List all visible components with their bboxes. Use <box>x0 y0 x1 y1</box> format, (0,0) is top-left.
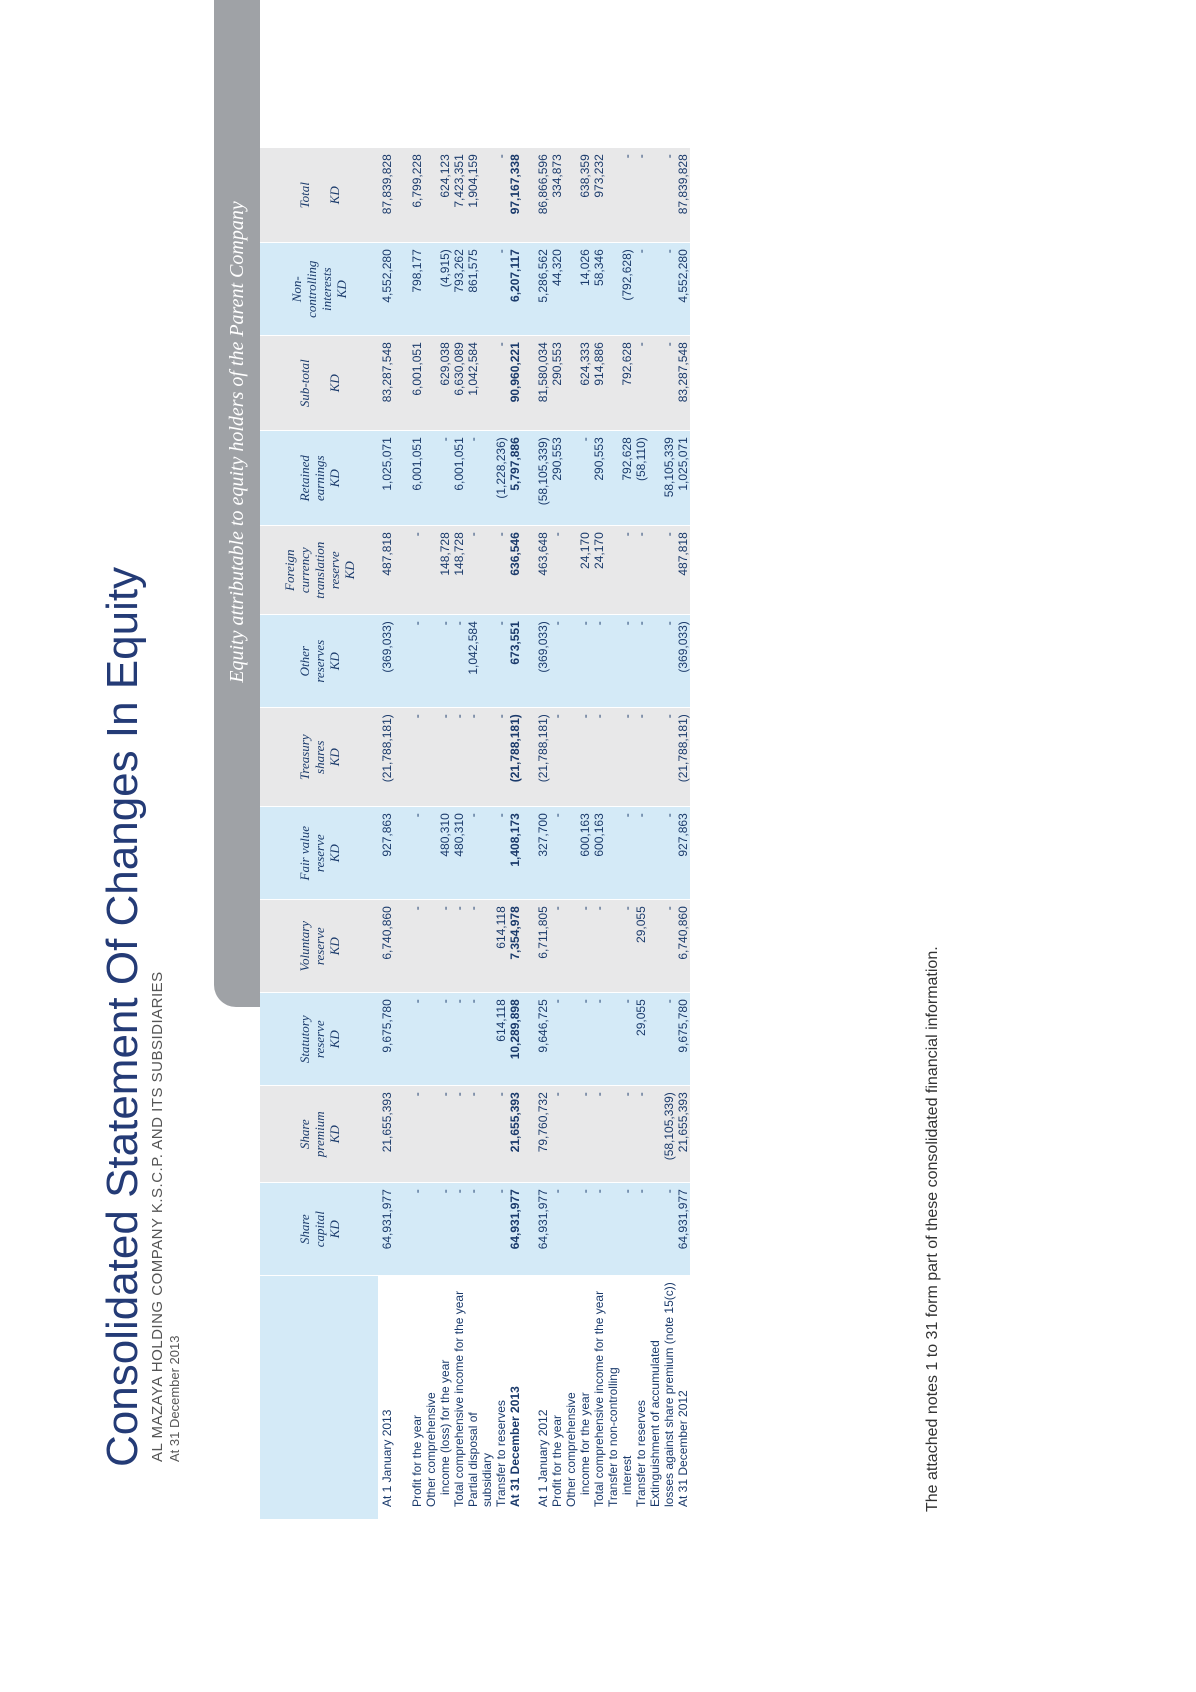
table-row: Other comprehensive <box>564 148 578 1519</box>
col-header-voluntary-reserve: Voluntary reserve KD <box>260 900 378 993</box>
col-header-other-reserves: Other reserves KD <box>260 615 378 708</box>
table-row: Profit for the year - - - - - - - - 290,553 290,553 44,320 334,873 <box>550 148 564 1519</box>
table-row: Transfer to reserves - - 29,055 29,055 - - - - (58,110) - - - <box>634 148 648 1519</box>
footnote: The attached notes 1 to 31 form part of these consolidated financial information. <box>924 946 941 1512</box>
page-title: Consolidated Statement Of Changes In Equity <box>98 566 147 1467</box>
table-row: subsidiary <box>480 148 494 1519</box>
table-row: At 1 January 2013 64,931,977 21,655,393 9,675,780 6,740,860 927,863 (21,788,181) (369,033) 487,818 1,025,071 83,287,548 4,552,280 87,839,828 <box>378 148 396 1519</box>
table-row: Profit for the year - - - - - - - - 6,001,051 6,001,051 798,177 6,799,228 <box>410 148 424 1519</box>
col-header-fair-value-reserve: Fair value reserve KD <box>260 807 378 900</box>
equity-group-header: Equity attributable to equity holders of the Parent Company <box>214 0 260 1007</box>
col-header-statutory-reserve: Statutory reserve KD <box>260 993 378 1086</box>
table-row: Transfer to non-controlling <box>606 148 620 1519</box>
table-row: income for the year - - - - 600,163 - - 24,170 - 624,333 14,026 638,359 <box>578 148 592 1519</box>
company-name: AL MAZAYA HOLDING COMPANY K.S.C.P. AND ITS SUBSIDIARIES <box>149 971 166 1462</box>
statement-date: At 31 December 2013 <box>167 1335 182 1462</box>
table-row-total: At 31 December 2012 64,931,977 21,655,393 9,675,780 6,740,860 927,863 (21,788,181) (369,033) 487,818 1,025,071 83,287,548 4,552,280 87,839,828 <box>676 148 690 1519</box>
col-header-retained-earnings: Retained earnings KD <box>260 431 378 526</box>
table-row: Extinguishment of accumulated <box>648 148 662 1519</box>
table-row-total: At 31 December 2013 64,931,977 21,655,393 10,289,898 7,354,978 1,408,173 (21,788,181) 673,551 636,546 5,797,886 90,960,221 6,207,117 97,167,338 <box>508 148 522 1519</box>
label-column-header <box>260 1276 378 1520</box>
col-header-share-premium: Share premium KD <box>260 1086 378 1183</box>
table-row: losses against share premium (note 15(c)) - (58,105,339) - - - - - - 58,105,339 - - - <box>662 148 676 1519</box>
col-header-share-capital: Share capital KD <box>260 1183 378 1276</box>
col-header-treasury-shares: Treasury shares KD <box>260 708 378 807</box>
table-row: Total comprehensive income for the year - - - - 600,163 - - 24,170 290,553 914,886 58,346 973,232 <box>592 148 606 1519</box>
spacer-row <box>522 148 536 1519</box>
equity-table <box>260 148 690 1520</box>
col-header-non-controlling-interests: Non- controlling interests KD <box>260 243 378 336</box>
table-row: Other comprehensive <box>424 148 438 1519</box>
col-header-foreign-currency-translation-reserve: Foreign currency translation reserve KD <box>260 526 378 615</box>
col-header-total: Total KD <box>260 148 378 243</box>
col-header-sub-total: Sub-total KD <box>260 336 378 431</box>
table-row: Partial disposal of - - - - - - 1,042,584 - - 1,042,584 861,575 1,904,159 <box>466 148 480 1519</box>
table-row: At 1 January 2012 64,931,977 79,760,732 9,646,725 6,711,805 327,700 (21,788,181) (369,033) 463,648 (58,105,339) 81,580,034 5,286,562 86,866,596 <box>536 148 550 1519</box>
header-row <box>260 148 378 1519</box>
table-row: income (loss) for the year - - - - 480,310 - - 148,728 - 629,038 (4,915) 624,123 <box>438 148 452 1519</box>
table-row: Total comprehensive income for the year - - - - 480,310 - - 148,728 6,001,051 6,630,089 793,262 7,423,351 <box>452 148 466 1519</box>
table-row: interest - - - - - - - - 792,628 792,628 (792,628) - <box>620 148 634 1519</box>
table-row: Transfer to reserves - - 614,118 614,118 - - - - (1,228,236) - - - <box>494 148 508 1519</box>
spacer-row <box>396 148 410 1519</box>
